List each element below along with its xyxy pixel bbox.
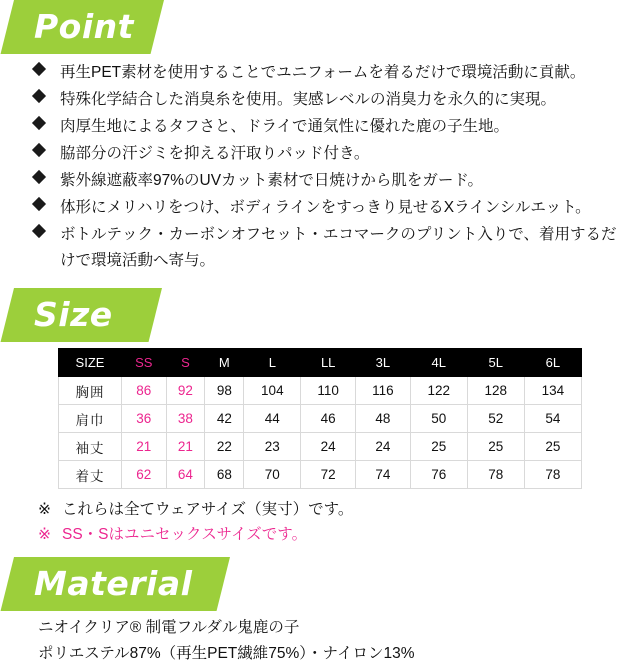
size-note	[38, 497, 640, 522]
table-row	[59, 377, 582, 405]
table-cell: 116	[356, 377, 411, 405]
table-cell: 24	[356, 433, 411, 461]
table-cell: 36	[122, 405, 167, 433]
point-bullet-text: 紫外線遮蔽率97%のUVカット素材で日焼けから肌をガード。	[60, 172, 484, 189]
table-cell: 86	[122, 377, 167, 405]
table-row	[59, 461, 582, 489]
table-cell: 128	[467, 377, 524, 405]
point-bullet-text: 体形にメリハリをつけ、ボディラインをすっきり見せるXラインシルエット。	[60, 199, 591, 216]
table-cell: 21	[166, 433, 205, 461]
column-header-3l: 3L	[356, 349, 411, 377]
table-cell: 92	[166, 377, 205, 405]
size-table-head	[59, 349, 582, 377]
table-cell: 42	[205, 405, 244, 433]
table-cell: 25	[467, 433, 524, 461]
diamond-bullet-icon	[32, 62, 46, 76]
table-cell: 23	[244, 433, 301, 461]
table-cell: 38	[166, 405, 205, 433]
size-table-body	[59, 377, 582, 489]
note-mark: ※	[38, 501, 51, 518]
table-cell: 25	[524, 433, 581, 461]
material-heading: Material	[34, 564, 193, 603]
list-item	[34, 141, 622, 167]
column-header-6l: 6L	[524, 349, 581, 377]
list-item	[34, 168, 622, 194]
diamond-bullet-icon	[32, 89, 46, 103]
table-cell: 54	[524, 405, 581, 433]
point-bullet-text: 肉厚生地によるタフさと、ドライで通気性に優れた鹿の子生地。	[60, 118, 510, 135]
table-cell: 21	[122, 433, 167, 461]
note-mark: ※	[38, 526, 51, 543]
table-cell: 25	[410, 433, 467, 461]
row-label: 袖丈	[59, 433, 122, 461]
table-cell: 64	[166, 461, 205, 489]
table-cell: 68	[205, 461, 244, 489]
material-section-banner	[0, 557, 640, 611]
note-text: SS・Sはユニセックスサイズです。	[62, 526, 308, 543]
table-cell: 22	[205, 433, 244, 461]
point-section-banner	[0, 0, 640, 54]
table-cell: 46	[301, 405, 356, 433]
table-row	[59, 405, 582, 433]
column-header-ll: LL	[301, 349, 356, 377]
material-line: ニオイクリア® 制電フルダル鬼鹿の子	[38, 619, 300, 636]
column-header-4l: 4L	[410, 349, 467, 377]
point-bullet-text: ボトルテック・カーボンオフセット・エコマークのプリント入りで、着用するだけで環境活動へ寄与。	[60, 226, 617, 269]
table-cell: 44	[244, 405, 301, 433]
table-cell: 122	[410, 377, 467, 405]
column-header-m: M	[205, 349, 244, 377]
table-cell: 62	[122, 461, 167, 489]
diamond-bullet-icon	[32, 197, 46, 211]
diamond-bullet-icon	[32, 116, 46, 130]
table-cell: 78	[467, 461, 524, 489]
size-table	[58, 348, 582, 489]
point-bullet-list	[0, 60, 640, 274]
list-item	[34, 222, 622, 274]
table-cell: 52	[467, 405, 524, 433]
table-cell: 24	[301, 433, 356, 461]
diamond-bullet-icon	[32, 143, 46, 157]
table-cell: 72	[301, 461, 356, 489]
table-cell: 74	[356, 461, 411, 489]
point-heading: Point	[34, 7, 134, 46]
row-label: 胸囲	[59, 377, 122, 405]
table-cell: 70	[244, 461, 301, 489]
row-label: 着丈	[59, 461, 122, 489]
point-bullet-text: 脇部分の汗ジミを抑える汗取りパッド付き。	[60, 145, 370, 162]
diamond-bullet-icon	[32, 224, 46, 238]
point-bullet-text: 特殊化学結合した消臭糸を使用。実感レベルの消臭力を永久的に実現。	[60, 91, 557, 108]
table-header-row	[59, 349, 582, 377]
size-heading: Size	[34, 295, 113, 334]
diamond-bullet-icon	[32, 170, 46, 184]
material-lines	[0, 611, 640, 667]
list-item	[34, 60, 622, 86]
table-cell: 134	[524, 377, 581, 405]
table-cell: 76	[410, 461, 467, 489]
size-note	[38, 522, 640, 547]
material-line: ポリエステル87%（再生PET繊維75%）・ナイロン13%	[38, 645, 415, 662]
column-header-l: L	[244, 349, 301, 377]
table-cell: 48	[356, 405, 411, 433]
point-bullet-text: 再生PET素材を使用することでユニフォームを着るだけで環境活動に貢献。	[60, 64, 586, 81]
table-cell: 50	[410, 405, 467, 433]
column-header-5l: 5L	[467, 349, 524, 377]
table-cell: 110	[301, 377, 356, 405]
list-item	[34, 114, 622, 140]
table-cell: 104	[244, 377, 301, 405]
list-item	[34, 195, 622, 221]
table-row	[59, 433, 582, 461]
list-item	[34, 87, 622, 113]
size-notes	[0, 489, 640, 547]
row-label: 肩巾	[59, 405, 122, 433]
column-header-size: SIZE	[59, 349, 122, 377]
note-text: これらは全てウェアサイズ（実寸）です。	[62, 501, 354, 518]
size-section-banner	[0, 288, 640, 342]
column-header-ss: SS	[122, 349, 167, 377]
table-cell: 78	[524, 461, 581, 489]
table-cell: 98	[205, 377, 244, 405]
size-table-wrapper	[0, 342, 640, 489]
column-header-s: S	[166, 349, 205, 377]
